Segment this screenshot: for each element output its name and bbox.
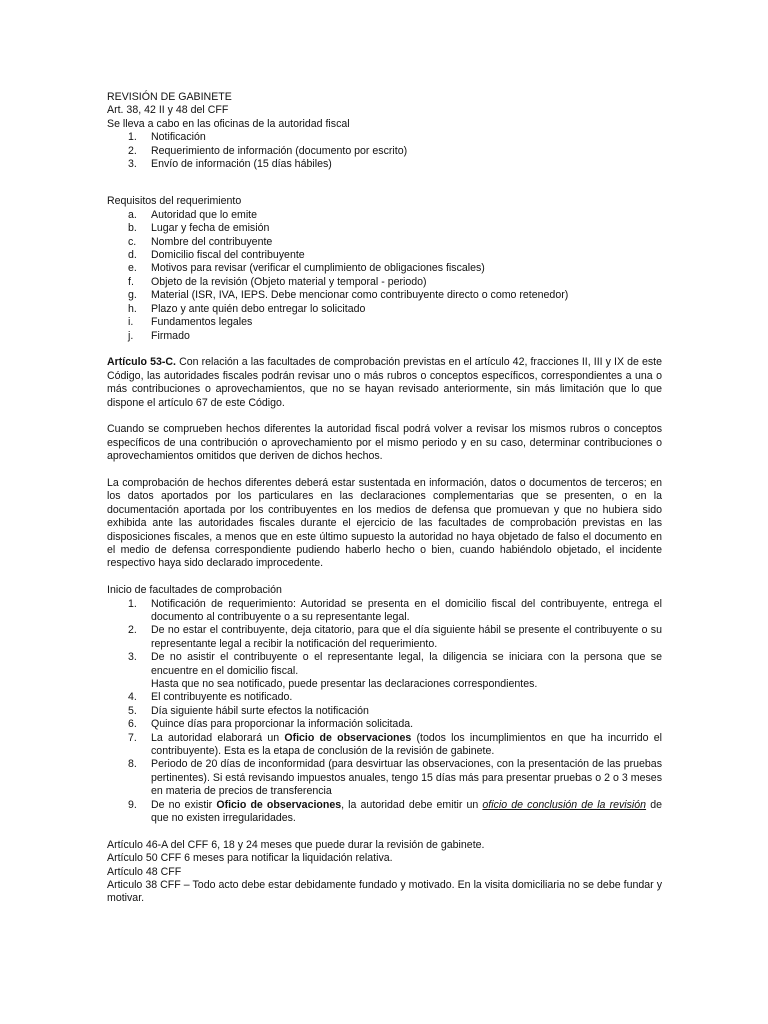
list-item: 1. Notificación de requerimiento: Autoridad se presenta en el domicilio fiscal del contribuyente, entrega el documento al contribuyente o a su representante legal. [128, 597, 662, 623]
list-item: 6. Quince días para proporcionar la información solicitada. [128, 718, 414, 731]
paragraph: La comprobación de hechos diferentes deberá estar sustentada en información, datos o documentos de terceros; en los datos aportados por los particulares en las declaraciones complementarias que se presenten, o en la documentación aportada por los contribuyentes en los medios de defensa que promuevan y que no hubiera sido exhibida ante las autoridades fiscales durante el ejercicio de las facultades de comprobación previstas en las disposiciones fiscales, a menos que en este último supuesto la autoridad no haya objetado de falso el documento en el medio de defensa correspondiente pudiendo haberlo hecho o bien, cuando habiéndolo objetado, el incidente respectivo haya sido declarado improcedente. [107, 476, 662, 570]
spacer [107, 171, 662, 195]
list-item: 2. Requerimiento de información (documento por escrito) [128, 144, 408, 157]
list-item: b. Lugar y fecha de emisión [128, 222, 270, 235]
footer-line: Artículo 48 CFF [107, 865, 182, 878]
list-item: 8. Periodo de 20 días de inconformidad (para desvirtuar las observaciones, con la presentación de las pruebas pertinentes). Si está revisando impuestos anuales, tengo 15 días más para presentar pruebas o 2 o 3 meses en materia de precios de transferencia [128, 758, 662, 798]
list-continuation: Hasta que no sea notificado, puede presentar las declaraciones correspondientes. [151, 678, 538, 690]
list-item: 5. Día siguiente hábil surte efectos la notificación [128, 704, 369, 717]
inicio-list-cont [107, 691, 662, 825]
list-item: j. Firmado [128, 329, 190, 342]
list-item: f. Objeto de la revisión (Objeto material y temporal - periodo) [128, 275, 427, 288]
spacer [107, 571, 662, 584]
footer-line: Artículo 46-A del CFF 6, 18 y 24 meses que puede durar la revisión de gabinete. [107, 838, 485, 851]
list-item: 1. Notificación [128, 131, 206, 144]
list-item: 9. De no existir Oficio de observaciones, la autoridad debe emitir un oficio de conclusión de la revisión de que no existen irregularidades. [128, 798, 662, 825]
spacer [107, 464, 662, 477]
paragraph: Cuando se comprueben hechos diferentes la autoridad fiscal podrá volver a revisar los mismos rubros o conceptos específicos de una contribución o aprovechamiento por el mismo periodo y en su caso, determinar contribuciones o aprovechamientos omitidos que deriven de dichos hechos. [107, 423, 662, 463]
list-item: d. Domicilio fiscal del contribuyente [128, 249, 305, 262]
list-item: g. Material (ISR, IVA, IEPS. Debe mencionar como contribuyente directo o como retenedor) [128, 289, 569, 302]
spacer [107, 343, 662, 356]
list-item: e. Motivos para revisar (verificar el cumplimiento de obligaciones fiscales) [128, 262, 485, 275]
footer-line: Artículo 50 CFF 6 meses para notificar la liquidación relativa. [107, 852, 393, 865]
list-item: 3. Envío de información (15 días hábiles) [128, 158, 332, 171]
article-53c-paragraph: Artículo 53-C. Con relación a las facultades de comprobación previstas en el artículo 42, fracciones II, III y IX de este Código, las autoridades fiscales podrán revisar uno o más rubros o conceptos específicos, correspondientes a una o más contribuciones o aprovechamientos, que no se hayan revisado anteriormente, sin más limitación que lo que dispone el artículo 67 de este Código. [107, 356, 663, 409]
list-item: 4. El contribuyente es notificado. [128, 691, 293, 704]
list-item: 3. De no asistir el contribuyente o el representante legal, la diligencia se iniciara con la persona que se encuentre en el domicilio fiscal. [128, 651, 662, 677]
spacer [107, 410, 662, 423]
steps-list [107, 131, 662, 171]
document-body [107, 91, 662, 906]
list-item: c. Nombre del contribuyente [128, 235, 273, 248]
footer-line: Articulo 38 CFF – Todo acto debe estar debidamente fundado y motivado. En la visita domiciliaria no se debe fundar y motivar. [107, 879, 662, 905]
list-item: 7. La autoridad elaborará un Oficio de observaciones (todos los incumplimientos en que ha incurrido el contribuyente). Esta es la etapa de conclusión de la revisión de gabinete. [128, 731, 662, 758]
section-heading: Inicio de facultades de comprobación [107, 584, 282, 597]
legal-reference: Art. 38, 42 II y 48 del CFF [107, 104, 229, 117]
list-item: a. Autoridad que lo emite [128, 208, 258, 221]
spacer [107, 825, 662, 838]
list-item: i. Fundamentos legales [128, 316, 253, 329]
oficio-conclusion-text: oficio de conclusión de la revisión [482, 798, 647, 811]
doc-title: REVISIÓN DE GABINETE [107, 91, 232, 103]
requisitos-list [107, 209, 662, 343]
list-item: h. Plazo y ante quién debo entregar lo solicitado [128, 302, 366, 315]
list-item: 2. De no estar el contribuyente, deja citatorio, para que el día siguiente hábil se presente el contribuyente o su representante legal a recibir la notificación del requerimiento. [128, 624, 662, 650]
location-note: Se lleva a cabo en las oficinas de la autoridad fiscal [107, 117, 350, 130]
article-label: Artículo 53-C. [107, 356, 177, 369]
section-heading: Requisitos del requerimiento [107, 195, 242, 208]
inicio-list [107, 598, 662, 678]
